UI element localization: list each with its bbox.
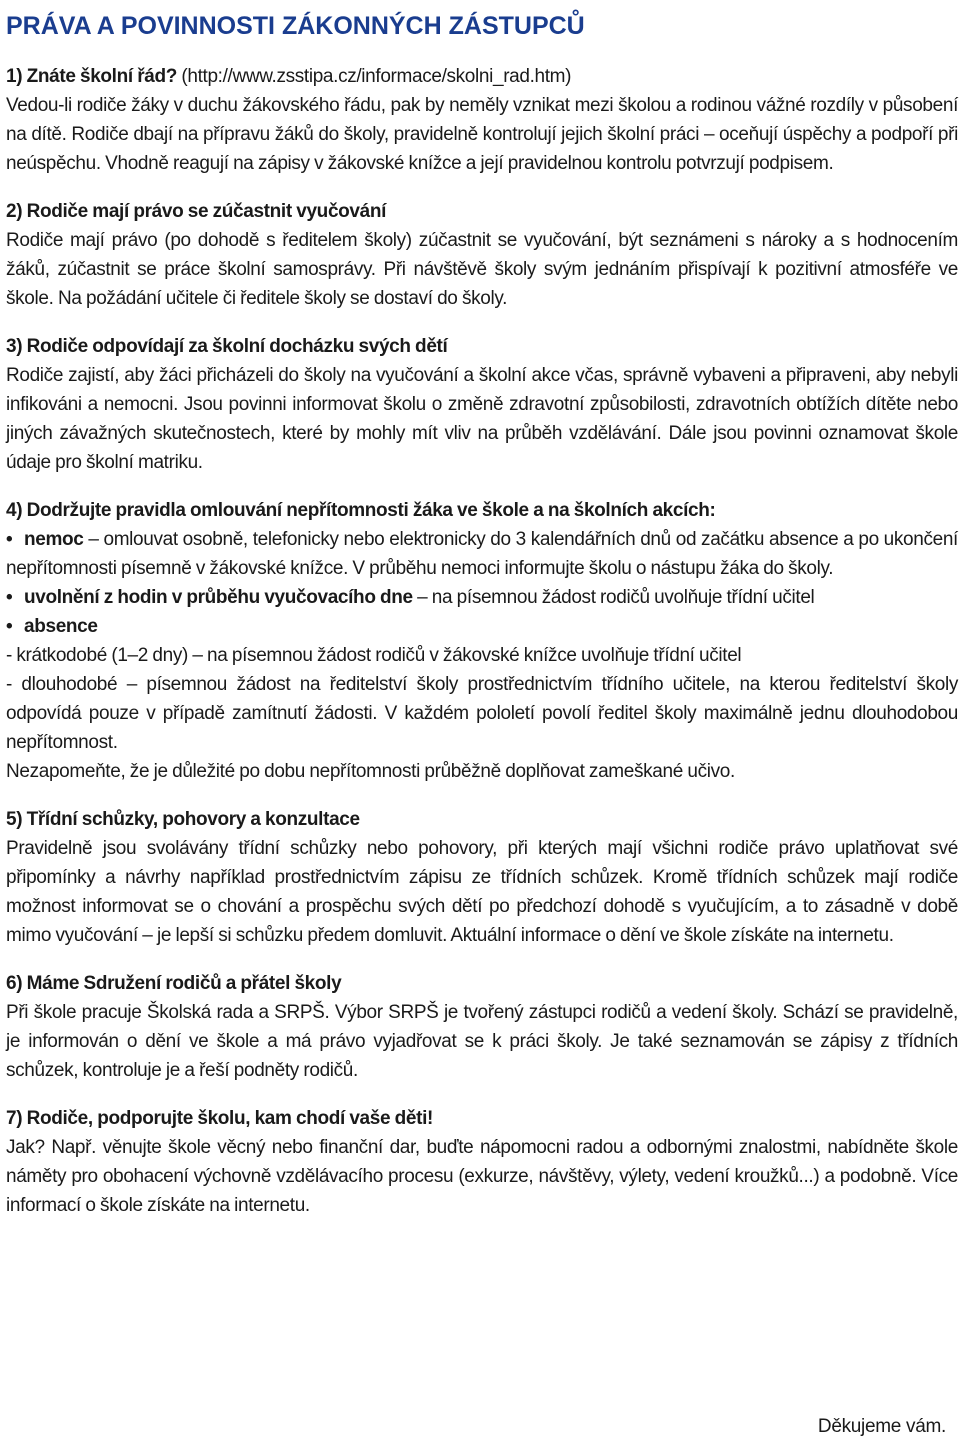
section-attendance [6,332,958,477]
bullet-icon: • [6,587,13,608]
section-body: Rodiče mají právo (po dohodě s ředitelem školy) zúčastnit se vyučování, být seznámeni s nároky a s hodnocením žáků, zúčastnit se práce školní samosprávy. Při návštěvě školy svým jednáním přispívají k pozitivní atmosféře ve škole. Na požádání učitele či ředitele školy se dostaví do školy. [6,230,958,309]
bullet-text: – na písemnou žádost rodičů uvolňuje třídní učitel [412,587,815,608]
absence-reminder: Nezapomeňte, že je důležité po dobu nepřítomnosti průběžně doplňovat zameškané učivo. [6,761,735,782]
section-body: Pravidelně jsou svolávány třídní schůzky nebo pohovory, při kterých mají všichni rodiče právo uplatňovat své připomínky a návrhy například prostřednictvím zápisu ze třídních schůzek. Kromě třídních schůzek mají rodiče možnost informovat se o chování a prospěchu svých dětí po předchozí dohodě s vyučujícím, a to zásadně v době mimo vyučování – je lepší si schůzku předem domluvit. Aktuální informace o dění ve škole získáte na internetu. [6,838,958,946]
section-school-rules [6,62,958,178]
section-body: Vedou-li rodiče žáky v duchu žákovského řádu, pak by neměly vznikat mezi školou a rodinou vážné rozdíly v působení na dítě. Rodiče dbají na přípravu žáků do školy, pravidelně kontrolují jejich školní práci – oceňují úspěchy a podpoří při neúspěchu. Vhodně reagují na zápisy v žákovské knížce a její pravidelnou kontrolu potvrzují podpisem. [6,95,958,174]
section-heading: 6) Máme Sdružení rodičů a přátel školy [6,973,342,994]
bullet-term: uvolnění z hodin v průběhu vyučovacího dne [24,587,413,608]
section-body: Rodiče zajistí, aby žáci přicházeli do školy na vyučování a školní akce včas, správně vybaveni a připraveni, aby nebyli infikováni a nemocni. Jsou povinni informovat školu o změně zdravotní způsobilosti, zdravotních obtížích dítěte nebo jiných závažných skutečnostech, které by mohly mít vliv na průběh vzdělávání. Dále jsou povinni oznamovat škole údaje pro školní matriku. [6,365,958,473]
section-parents-association [6,969,958,1085]
section-body: Při škole pracuje Školská rada a SRPŠ. Výbor SRPŠ je tvořený zástupci rodičů a vedení školy. Schází se pravidelně, je informován o dění ve škole a má právo vyjadřovat se k práci školy. Je také seznamován se zápisy z třídních schůzek, kontroluje je a řeší podněty rodičů. [6,1002,958,1081]
section-heading: 1) Znáte školní řád? [6,66,177,87]
section-heading: 5) Třídní schůzky, pohovory a konzultace [6,809,360,830]
absence-short-term: - krátkodobé (1–2 dny) – na písemnou žádost rodičů v žákovské knížce uvolňuje třídní učitel [6,645,742,666]
bullet-term: absence [24,616,98,637]
section-support-school [6,1104,958,1220]
section-heading: 2) Rodiče mají právo se zúčastnit vyučování [6,201,387,222]
bullet-item-absence [6,612,958,641]
bullet-icon: • [6,616,13,637]
section-meetings [6,805,958,950]
school-rules-link[interactable]: (http://www.zsstipa.cz/informace/skolni_rad.htm) [176,66,572,87]
section-absence-rules [6,496,958,786]
document-page [6,2,958,1220]
section-attend-classes [6,197,958,313]
closing-thanks: Děkujeme vám. [817,1416,946,1437]
bullet-item-illness [6,525,958,583]
section-heading: 7) Rodiče, podporujte školu, kam chodí vaše děti! [6,1108,433,1129]
section-heading: 4) Dodržujte pravidla omlouvání nepřítomnosti žáka ve škole a na školních akcích: [6,500,716,521]
bullet-text: – omlouvat osobně, telefonicky nebo elektronicky do 3 kalendářních dnů od začátku absence a po ukončení nepřítomnosti písemně v žákovské knížce. V průběhu nemoci informujte školu o nástupu žáka do školy. [6,529,958,579]
absence-long-term: - dlouhodobé – písemnou žádost na ředitelství školy prostřednictvím třídního učitele, na kterou ředitelství školy odpovídá pouze v případě zamítnutí žádosti. V každém pololetí povolí ředitel školy maximálně jednu dlouhodobou nepřítomnost. [6,674,958,753]
bullet-icon: • [6,529,13,550]
bullet-item-release [6,583,958,612]
section-body: Jak? Např. věnujte škole věcný nebo finanční dar, buďte nápomocni radou a odbornými znalostmi, nabídněte škole náměty pro obohacení výchovně vzdělávacího procesu (exkurze, návštěvy, výlety, vedení kroužků...) a podobně. Více informací o škole získáte na internetu. [6,1137,958,1216]
bullet-term: nemoc [24,529,84,550]
section-heading: 3) Rodiče odpovídají za školní docházku svých dětí [6,336,448,357]
page-title: PRÁVA A POVINNOSTI ZÁKONNÝCH ZÁSTUPCŮ [6,12,585,40]
